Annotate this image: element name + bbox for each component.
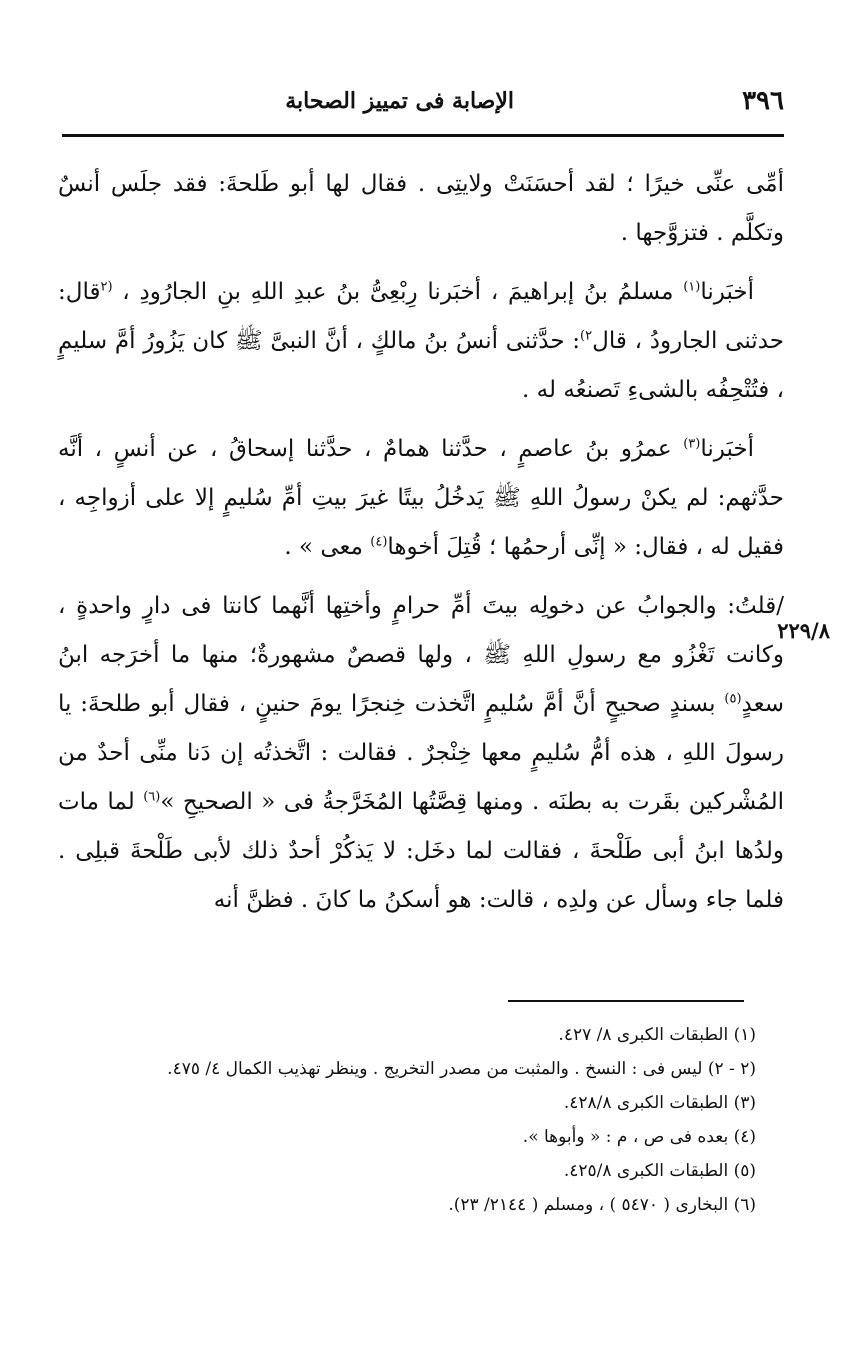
page-header bbox=[62, 86, 784, 126]
footnote-3: (٣) الطبقات الكبرى ٤٢٨/٨. bbox=[563, 1093, 756, 1113]
text-segment: بسندٍ صحيحٍ أنَّ أمَّ سُليمٍ اتَّخذت خِنجرًا يومَ حنينٍ ، فقال أبو طلحةَ: يا رسولَ اللهِ ، هذه أمُّ سُليمٍ معها خِنْجرٌ . فقالت : اتَّخذتُه إن دَنا منِّى أحدٌ من المُشْركين بقَرت به بطنَه . ومنها قِصَّتُها المُخَرَّجةُ فى « الصحيحِ » bbox=[58, 691, 785, 815]
page-number: ٣٩٦ bbox=[742, 86, 784, 116]
text-segment: أخبَرنا bbox=[700, 279, 754, 305]
paragraph bbox=[58, 582, 784, 925]
footnote-marker: (٥) bbox=[724, 691, 742, 707]
text-segment: مسلمُ بنُ إبراهيمَ ، أخبَرنا رِبْعِىُّ بنُ عبدِ اللهِ بنِ الجارُودِ ، bbox=[112, 279, 684, 305]
text-segment: لما مات ولدُها ابنُ أبى طَلْحةَ ، فقالت لما دخَل: لا يَذكُرْ أحدٌ ذلك لأبى طَلْحةَ قبلِى . فلما جاء وسأل عن ولدِه ، قالت: هو أسكنُ ما كانَ . فظنَّ أنه bbox=[58, 789, 784, 913]
footnote-6: (٦) البخارى ( ٥٤٧٠ ) ، ومسلم ( ٢١٤٤/ ٢٣). bbox=[448, 1195, 756, 1215]
header-rule bbox=[62, 134, 784, 137]
footnote-marker: (٤) bbox=[370, 534, 388, 550]
text-segment: /قلتُ: والجوابُ عن دخولِه بيتَ أمِّ حرامٍ وأختِها أنَّهما كانتا فى دارٍ واحدةٍ ، وكانت تَغْزُو مع رسولِ اللهِ ﷺ ، ولها قصصٌ مشهورةٌ؛ منها ما أخرَجه ابنُ سعدٍ bbox=[58, 593, 784, 717]
footnotes bbox=[58, 1018, 756, 1222]
text-segment: أخبَرنا bbox=[700, 436, 754, 462]
footnote-marker: (٣) bbox=[683, 436, 701, 452]
footnote-separator bbox=[508, 1000, 744, 1002]
text-segment: : حدَّثنى أنسُ بنُ مالكٍ ، أنَّ النبىَّ ﷺ كان يَزُورُ أمَّ سليمٍ ، فتُتْحِفُه بالشىءِ تَصنعُه له . bbox=[58, 328, 784, 403]
margin-reference: ٢٢٩/٨ bbox=[777, 618, 830, 643]
running-title: الإصابة فى تمييز الصحابة bbox=[285, 88, 514, 114]
paragraph bbox=[58, 160, 784, 258]
footnote-5: (٥) الطبقات الكبرى ٤٢٥/٨. bbox=[563, 1161, 756, 1181]
footnote-marker: (٦) bbox=[143, 789, 161, 805]
text-segment: قال: حدثنى الجارودُ ، قال bbox=[58, 279, 784, 354]
footnote-2: (٢ - ٢) ليس فى : النسخ . والمثبت من مصدر التخريج . وينظر تهذيب الكمال ٤/ ٤٧٥. bbox=[167, 1059, 756, 1079]
footnote-4: (٤) بعده فى ص ، م : « وأبوها ». bbox=[522, 1127, 756, 1147]
paragraph bbox=[58, 268, 784, 415]
footnote-1: (١) الطبقات الكبرى ٨/ ٤٢٧. bbox=[558, 1025, 756, 1045]
paragraph bbox=[58, 425, 784, 572]
text-segment: أمِّى عنِّى خيرًا ؛ لقد أحسَنَتْ ولايتِى . فقال لها أبو طَلحةَ: فقد جلَس أنسٌ وتكلَّم . فتزوَّجها . bbox=[58, 171, 784, 246]
text-segment: معى » . bbox=[284, 534, 371, 560]
footnote-marker: (١) bbox=[683, 279, 701, 295]
footnote-marker: (٢ bbox=[100, 279, 113, 295]
main-text bbox=[58, 160, 784, 935]
footnote-marker: ٢) bbox=[580, 328, 593, 344]
text-segment: عمرُو بنُ عاصمٍ ، حدَّثنا همامٌ ، حدَّثنا إسحاقُ ، عن أنسٍ ، أنَّه حدَّثهم: لم يكنْ رسولُ اللهِ ﷺ يَدخُلُ بيتًا غيرَ بيتِ أمِّ سُليمٍ إلا على أزواجِه ، فقيل له ، فقال: « إنِّى أرحمُها ؛ قُتِلَ أخوها bbox=[58, 436, 784, 560]
